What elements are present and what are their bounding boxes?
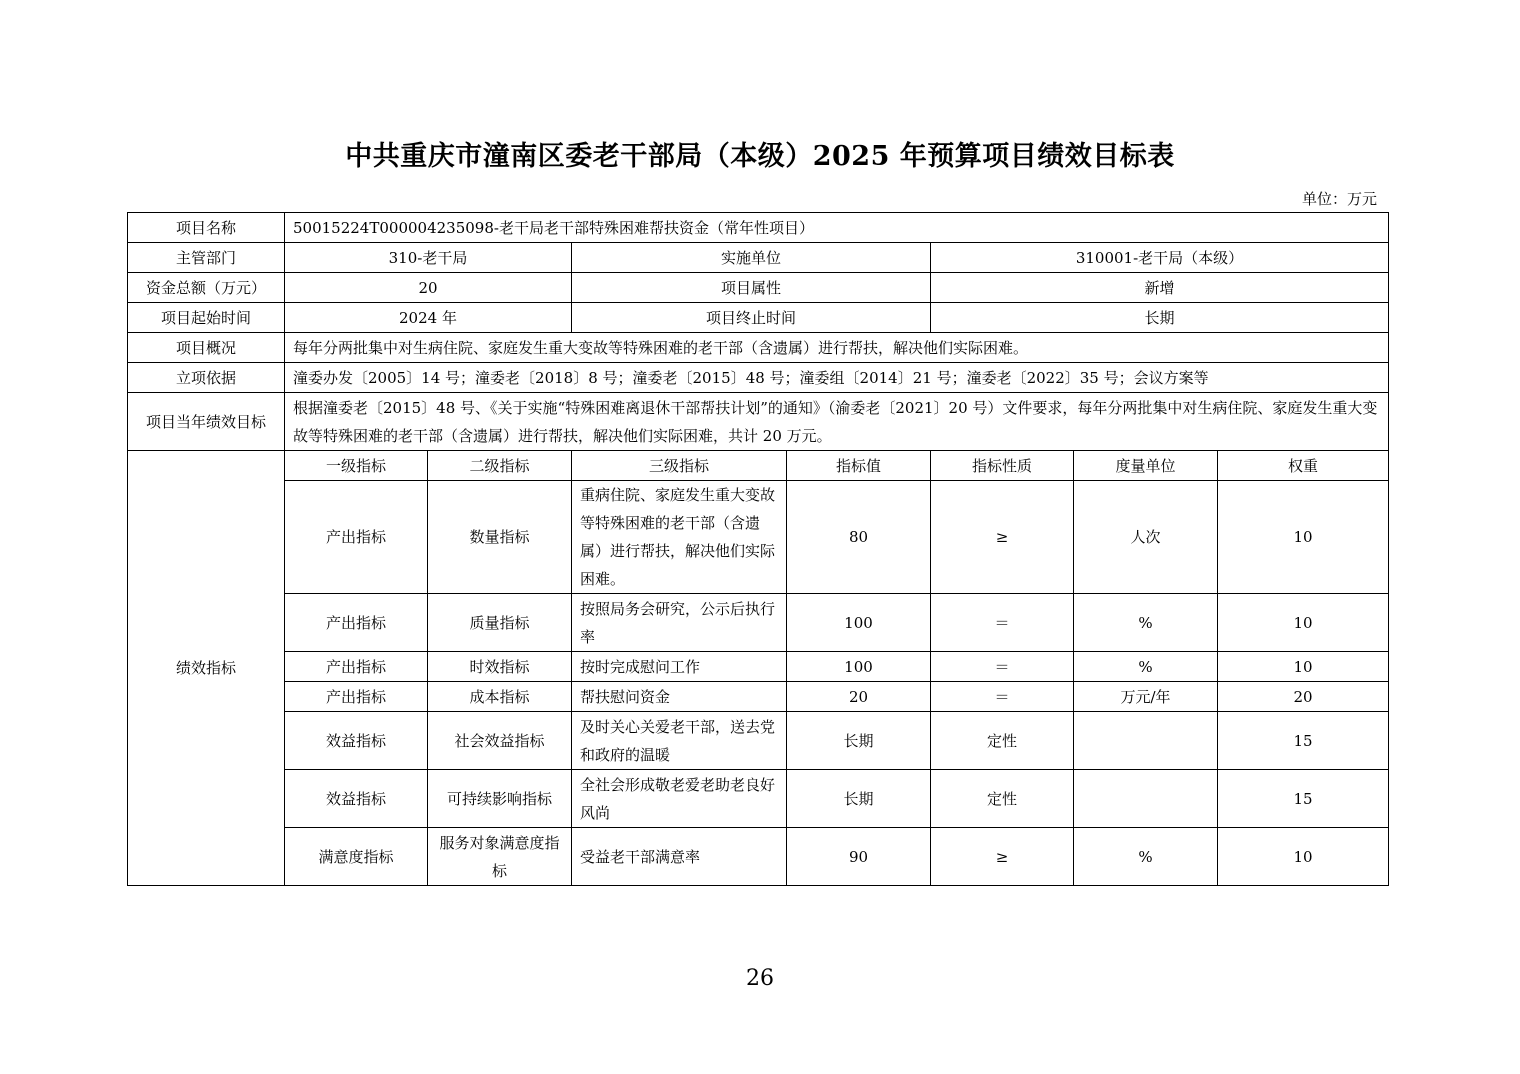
goal-value: 根据潼委老〔2015〕48 号、《关于实施“特殊困难离退休干部帮扶计划”的通知》（渝委老〔2021〕20 号）文件要求，每年分两批集中对生病住院、家庭发生重大变故等特殊困难的老干部（含遗属）进行帮扶，解决他们实际困难，共计 20 万元。 bbox=[285, 393, 1389, 451]
level2-cell: 成本指标 bbox=[428, 682, 572, 712]
metrics-header-row bbox=[128, 451, 1389, 481]
impl-label: 实施单位 bbox=[572, 243, 931, 273]
weight-cell: 10 bbox=[1218, 481, 1389, 594]
row-funds bbox=[128, 273, 1389, 303]
nature-cell: ≥ bbox=[931, 481, 1074, 594]
weight-cell: 10 bbox=[1218, 828, 1389, 886]
level3-cell: 帮扶慰问资金 bbox=[572, 682, 787, 712]
level1-cell: 产出指标 bbox=[285, 481, 428, 594]
basis-value: 潼委办发〔2005〕14 号；潼委老〔2018〕8 号；潼委老〔2015〕48 号；潼委组〔2014〕21 号；潼委老〔2022〕35 号；会议方案等 bbox=[285, 363, 1389, 393]
value-cell: 90 bbox=[787, 828, 931, 886]
value-cell: 长期 bbox=[787, 770, 931, 828]
dept-label: 主管部门 bbox=[128, 243, 285, 273]
level2-cell: 服务对象满意度指标 bbox=[428, 828, 572, 886]
table-row bbox=[128, 594, 1389, 652]
end-label: 项目终止时间 bbox=[572, 303, 931, 333]
level1-cell: 效益指标 bbox=[285, 712, 428, 770]
level1-cell: 产出指标 bbox=[285, 652, 428, 682]
level2-cell: 社会效益指标 bbox=[428, 712, 572, 770]
nature-cell: ＝ bbox=[931, 682, 1074, 712]
nature-cell: 定性 bbox=[931, 712, 1074, 770]
goal-label: 项目当年绩效目标 bbox=[128, 393, 285, 451]
unit-cell: 人次 bbox=[1074, 481, 1218, 594]
nature-cell: ＝ bbox=[931, 652, 1074, 682]
page-title: 中共重庆市潼南区委老干部局（本级）2025 年预算项目绩效目标表 bbox=[345, 141, 1175, 172]
weight-cell: 20 bbox=[1218, 682, 1389, 712]
unit-cell: % bbox=[1074, 594, 1218, 652]
basis-label: 立项依据 bbox=[128, 363, 285, 393]
row-goal bbox=[128, 393, 1389, 451]
level3-cell: 按照局务会研究，公示后执行率 bbox=[572, 594, 787, 652]
header-cell: 二级指标 bbox=[428, 451, 572, 481]
nature-cell: ≥ bbox=[931, 828, 1074, 886]
weight-cell: 15 bbox=[1218, 770, 1389, 828]
header-cell: 指标值 bbox=[787, 451, 931, 481]
weight-cell: 15 bbox=[1218, 712, 1389, 770]
header-cell: 一级指标 bbox=[285, 451, 428, 481]
level1-cell: 效益指标 bbox=[285, 770, 428, 828]
funds-label: 资金总额（万元） bbox=[128, 273, 285, 303]
table-row bbox=[128, 712, 1389, 770]
metrics-label: 绩效指标 bbox=[128, 451, 285, 886]
header-cell: 三级指标 bbox=[572, 451, 787, 481]
project-name-value: 50015224T000004235098-老干局老干部特殊困难帮扶资金（常年性项目） bbox=[285, 213, 1389, 243]
nature-cell: ＝ bbox=[931, 594, 1074, 652]
unit-cell bbox=[1074, 770, 1218, 828]
value-cell: 100 bbox=[787, 652, 931, 682]
level1-cell: 满意度指标 bbox=[285, 828, 428, 886]
row-period bbox=[128, 303, 1389, 333]
table-row bbox=[128, 481, 1389, 594]
table-row bbox=[128, 770, 1389, 828]
level1-cell: 产出指标 bbox=[285, 682, 428, 712]
unit-cell: % bbox=[1074, 828, 1218, 886]
row-project-name bbox=[128, 213, 1389, 243]
header-cell: 权重 bbox=[1218, 451, 1389, 481]
nature-cell: 定性 bbox=[931, 770, 1074, 828]
table-row bbox=[128, 828, 1389, 886]
performance-table bbox=[127, 212, 1389, 886]
level3-cell: 按时完成慰问工作 bbox=[572, 652, 787, 682]
dept-value: 310-老干局 bbox=[285, 243, 572, 273]
value-cell: 20 bbox=[787, 682, 931, 712]
overview-value: 每年分两批集中对生病住院、家庭发生重大变故等特殊困难的老干部（含遗属）进行帮扶，解决他们实际困难。 bbox=[285, 333, 1389, 363]
attr-label: 项目属性 bbox=[572, 273, 931, 303]
header-cell: 指标性质 bbox=[931, 451, 1074, 481]
project-name-label: 项目名称 bbox=[128, 213, 285, 243]
value-cell: 长期 bbox=[787, 712, 931, 770]
level1-cell: 产出指标 bbox=[285, 594, 428, 652]
level3-cell: 全社会形成敬老爱老助老良好风尚 bbox=[572, 770, 787, 828]
page-number: 26 bbox=[746, 966, 774, 991]
impl-value: 310001-老干局（本级） bbox=[931, 243, 1389, 273]
level2-cell: 数量指标 bbox=[428, 481, 572, 594]
level2-cell: 时效指标 bbox=[428, 652, 572, 682]
weight-cell: 10 bbox=[1218, 652, 1389, 682]
table-row bbox=[128, 682, 1389, 712]
unit-label: 单位：万元 bbox=[1301, 190, 1377, 208]
start-label: 项目起始时间 bbox=[128, 303, 285, 333]
level3-cell: 重病住院、家庭发生重大变故等特殊困难的老干部（含遗属）进行帮扶，解决他们实际困难。 bbox=[572, 481, 787, 594]
level2-cell: 可持续影响指标 bbox=[428, 770, 572, 828]
row-basis bbox=[128, 363, 1389, 393]
level3-cell: 受益老干部满意率 bbox=[572, 828, 787, 886]
unit-cell: % bbox=[1074, 652, 1218, 682]
end-value: 长期 bbox=[931, 303, 1389, 333]
attr-value: 新增 bbox=[931, 273, 1389, 303]
funds-value: 20 bbox=[285, 273, 572, 303]
level3-cell: 及时关心关爱老干部，送去党和政府的温暖 bbox=[572, 712, 787, 770]
start-value: 2024 年 bbox=[285, 303, 572, 333]
table-row bbox=[128, 652, 1389, 682]
row-dept bbox=[128, 243, 1389, 273]
weight-cell: 10 bbox=[1218, 594, 1389, 652]
row-overview bbox=[128, 333, 1389, 363]
overview-label: 项目概况 bbox=[128, 333, 285, 363]
value-cell: 80 bbox=[787, 481, 931, 594]
unit-cell: 万元/年 bbox=[1074, 682, 1218, 712]
header-cell: 度量单位 bbox=[1074, 451, 1218, 481]
unit-cell bbox=[1074, 712, 1218, 770]
level2-cell: 质量指标 bbox=[428, 594, 572, 652]
value-cell: 100 bbox=[787, 594, 931, 652]
